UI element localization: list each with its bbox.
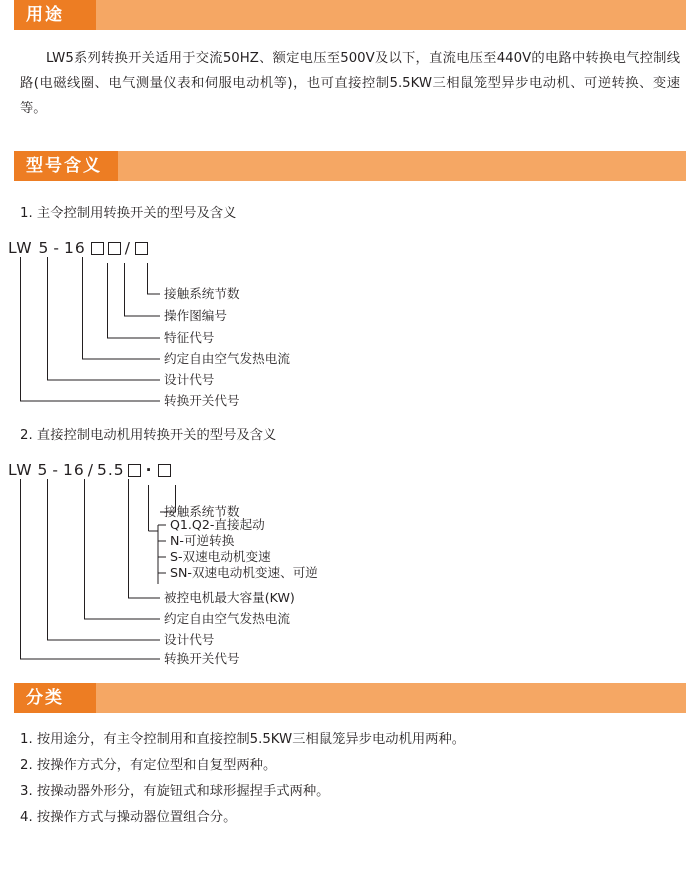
list-item: 1. 按用途分，有主令控制用和直接控制5.5KW三相鼠笼异步电动机用两种。 [20,732,466,747]
code1-current: 16 [64,239,86,257]
code1-slash: / [124,239,131,257]
section-title-model: 型号含义 [26,155,102,176]
section-header-classification-block [14,683,96,713]
code2-label-2: N-可逆转换 [170,533,235,548]
section-header-usage-block [14,0,96,30]
code1-label-1: 操作图编号 [164,308,227,323]
code2-power: 5.5 [96,461,125,479]
model-diagram-2 [0,459,700,666]
code2-prefix: LW [8,461,33,479]
code1-label-2: 特征代号 [164,330,215,345]
section-header-model-trail [118,151,686,181]
section-header-classification-trail [96,683,686,713]
section-title-classification: 分类 [26,687,64,708]
section-header-classification [14,683,686,713]
code2-label-4: SN-双速电动机变速、可逆 [170,565,318,580]
code1-label-3: 约定自由空气发热电流 [164,351,290,366]
model-diagram-1-leaders [0,237,700,407]
code1-design: 5 [38,239,50,257]
spacer [0,121,700,151]
model-subheading-2: 2. 直接控制电动机用转换开关的型号及含义 [20,428,277,443]
code2-label-7: 设计代号 [164,632,215,647]
usage-paragraph-text: LW5系列转换开关适用于交流50HZ、额定电压至500V及以下，直流电压至440V的电路中转换电气控制线路(电磁线圈、电气测量仪表和伺服电动机等)，也可直接控制5.5KW三相鼠笼型异步电动机、可逆转换、变速等。 [20,51,680,116]
list-item: 3. 按操动器外形分，有旋钮式和球形握捏手式两种。 [20,784,330,799]
model-diagram-1 [0,237,700,407]
code1-label-5: 转换开关代号 [164,393,240,408]
list-item: 2. 按操作方式分，有定位型和自复型两种。 [20,758,277,773]
spacer [0,659,700,683]
usage-paragraph [20,46,680,121]
code2-label-5: 被控电机最大容量(KW) [164,590,295,605]
code1-prefix: LW [8,239,33,257]
model-subheading-1: 1. 主令控制用转换开关的型号及含义 [20,206,237,221]
code2-slash: / [87,461,94,479]
section-title-usage: 用途 [26,4,64,25]
code1-label-4: 设计代号 [164,372,215,387]
section-header-usage-trail [96,0,686,30]
code1-label-0: 接触系统节数 [164,286,240,301]
list-item: 4. 按操作方式与操动器位置组合分。 [20,810,237,825]
section-header-usage [14,0,686,30]
code2-design: 5 [37,461,49,479]
code1-dash: - [53,239,61,257]
code2-label-6: 约定自由空气发热电流 [164,611,290,626]
section-header-model-block [14,151,118,181]
code2-label-0: 接触系统节数 [164,504,240,519]
code2-dash: - [52,461,60,479]
code2-label-3: S-双速电动机变速 [170,549,271,564]
code2-dot: · [145,461,153,479]
classification-list [20,727,680,831]
code2-label-1: Q1.Q2-直接起动 [170,517,265,532]
code2-current: 16 [63,461,85,479]
model-diagram-2-leaders [0,459,700,659]
section-header-model [14,151,686,181]
code2-label-8: 转换开关代号 [164,651,240,666]
